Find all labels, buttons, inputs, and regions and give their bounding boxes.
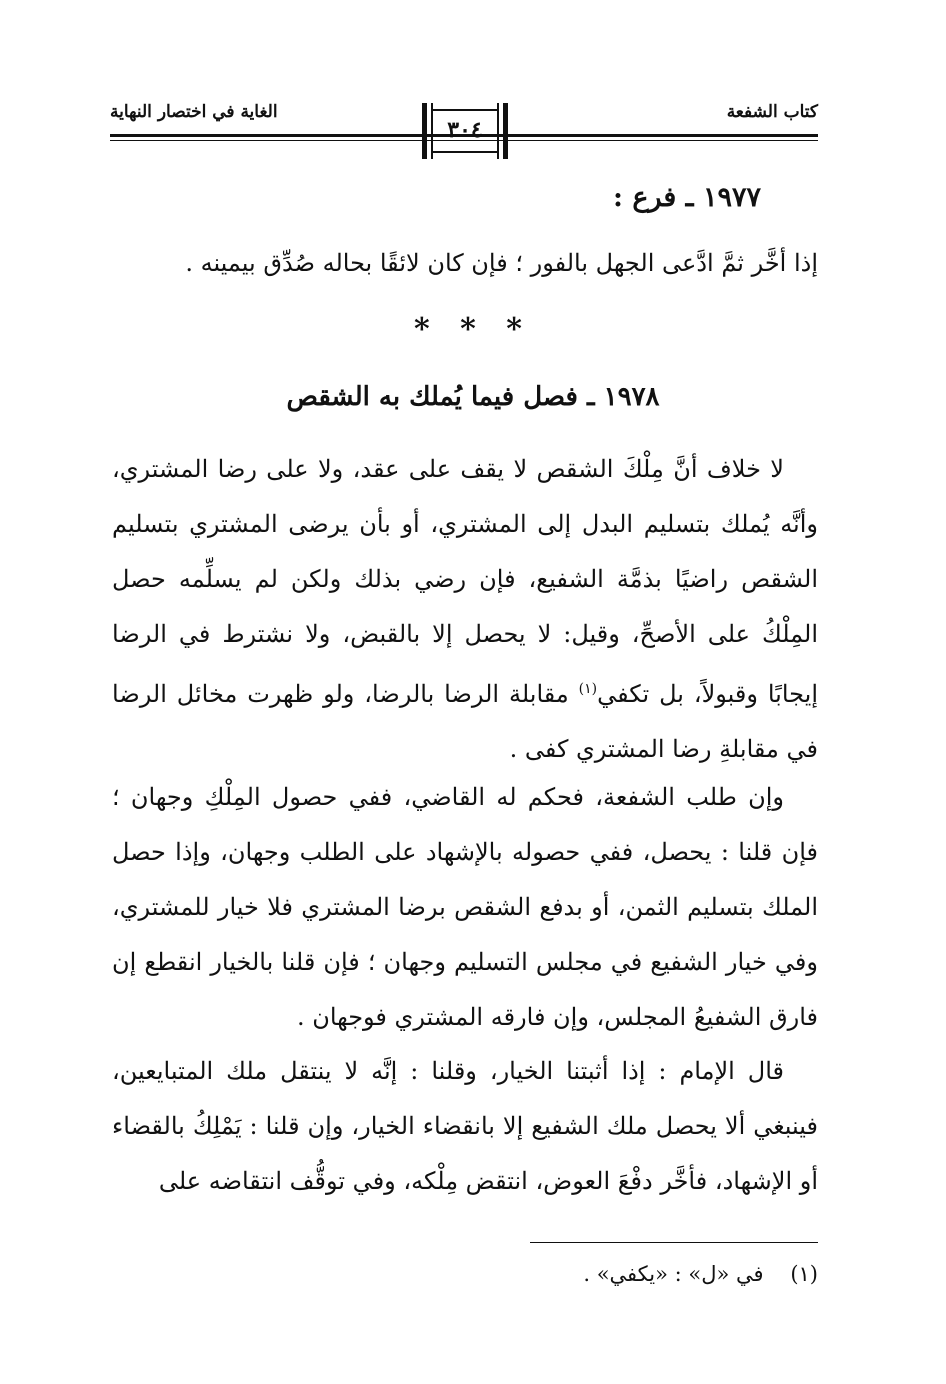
- page-number-frame: [422, 103, 508, 159]
- footnote-text: في «ل» : «يكفي» .: [583, 1262, 764, 1286]
- footnote-divider: [530, 1242, 818, 1243]
- paragraph-judgment: [112, 770, 818, 1045]
- paragraph-text: مقابلة الرضا بالرضا، ولو ظهرت مخائل الرضا في مقابلةِ رضا المشتري كفى .: [112, 680, 818, 763]
- paragraph-text: وإن طلب الشفعة، فحكم له القاضي، ففي حصول المِلْكِ وجهان ؛ فإن قلنا : يحصل، ففي حصوله بالإشهاد على الطلب وجهان، وإذا حصل الملك بتسليم الثمن، أو بدفع الشقص برضا المشتري فلا خيار للمشتري، وفي خيار الشفيع في مجلس التسليم وجهان ؛ فإن قلنا بالخيار انقطع إن فارق الشفيعُ المجلس، وإن فارقه المشتري فوجهان .: [112, 783, 818, 1031]
- footnote: [583, 1262, 818, 1286]
- paragraph-text: قال الإمام : إذا أثبتنا الخيار، وقلنا : إنَّه لا ينتقل ملك المتبايعين، فينبغي ألا يحصل ملك الشفيع إلا بانقضاء الخيار، وإن قلنا : يَمْلِكُ بالقضاء أو الإشهاد، فأخَّر دفْعَ العوض، انتقض مِلْكه، وفي توقُّف انتقاضه على: [112, 1057, 818, 1195]
- footnote-number: (١): [790, 1262, 818, 1286]
- running-header-book-title: الغاية في اختصار النهاية: [110, 102, 278, 122]
- page-number: ٣٠٤: [447, 117, 483, 143]
- section-separator: * * *: [414, 312, 532, 347]
- section-heading-1977: ١٩٧٧ ـ فرع :: [612, 182, 761, 213]
- paragraph-imam: [112, 1044, 818, 1209]
- footnote-reference: (١): [578, 681, 598, 697]
- paragraph-text: لا خلاف أنَّ مِلْكَ الشقص لا يقف على عقد، ولا على رضا المشتري، وأنَّه يُملك بتسليم البدل إلى المشتري، أو بأن يرضى المشتري بتسليم الشقص راضيًا بذمَّة الشفيع، فإن رضي بذلك ولكن لم يسلِّمه حصل المِلْكُ على الأصحِّ، وقيل: لا يحصل إلا بالقبض، ولا نشترط في الرضا إيجابًا وقبولاً، بل تكفي: [112, 455, 818, 708]
- paragraph-text: إذا أخَّر ثمَّ ادَّعى الجهل بالفور ؛ فإن كان لائقًا بحاله صُدِّق بيمينه .: [185, 249, 818, 277]
- chapter-heading-1978: ١٩٧٨ ـ فصل فيما يُملك به الشقص: [286, 382, 660, 412]
- header-rule-right: [508, 134, 818, 137]
- paragraph-1977: [112, 236, 818, 291]
- header-rule-right-thin: [508, 140, 818, 141]
- paragraph-ownership: [112, 442, 818, 777]
- running-header-chapter: كتاب الشفعة: [726, 102, 818, 122]
